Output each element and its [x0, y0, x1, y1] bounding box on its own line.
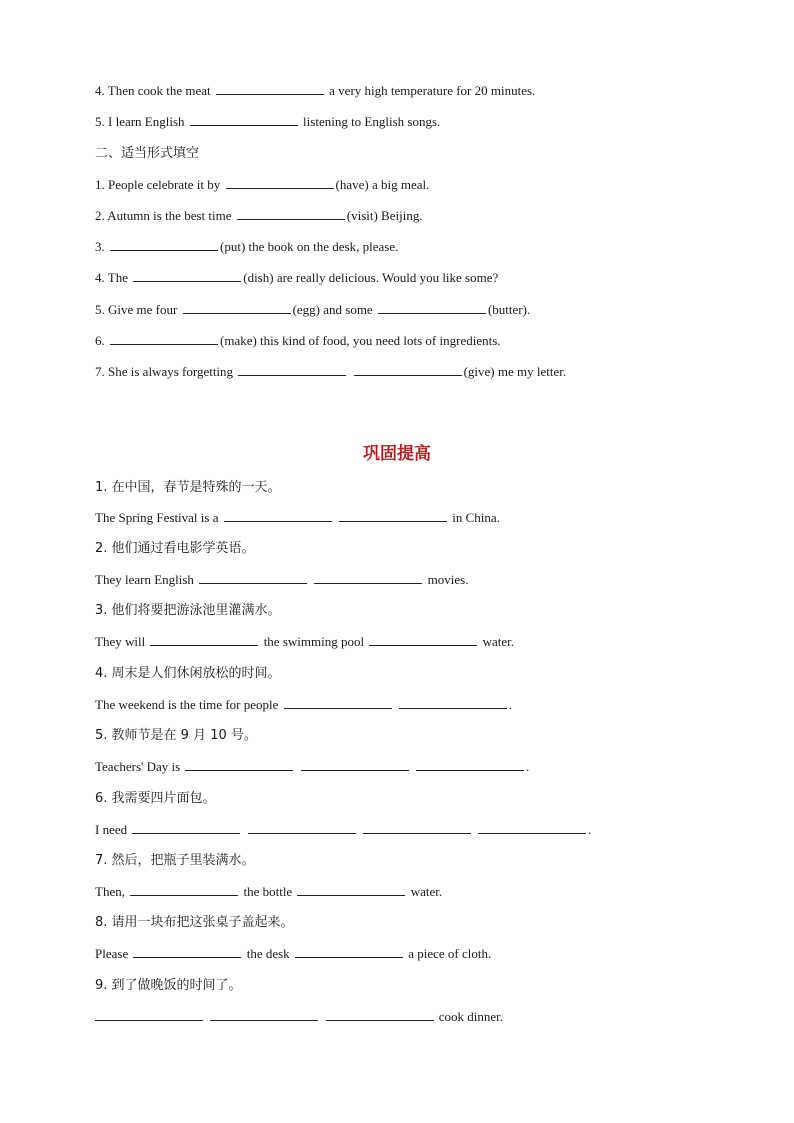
- q-text: Then,: [95, 884, 125, 899]
- answer-blank[interactable]: [354, 363, 462, 376]
- part2-q3: [95, 238, 398, 256]
- q-text: a piece of cloth.: [408, 946, 492, 961]
- q-text: the bottle: [243, 884, 293, 899]
- q-text: the desk: [246, 946, 290, 961]
- answer-blank[interactable]: [133, 945, 241, 958]
- answer-blank[interactable]: [199, 571, 307, 584]
- answer-blank[interactable]: [238, 363, 346, 376]
- q-text: water.: [482, 634, 514, 649]
- q-text: listening to English songs.: [303, 114, 441, 129]
- answer-blank[interactable]: [314, 571, 422, 584]
- part3-q8-cn: 8. 请用一块布把这张桌子盖起来。: [95, 915, 294, 930]
- q-text: (visit) Beijing.: [346, 208, 423, 223]
- answer-blank[interactable]: [399, 696, 507, 709]
- answer-blank[interactable]: [110, 238, 218, 251]
- q-text: 6.: [95, 333, 105, 348]
- answer-blank[interactable]: [378, 301, 486, 314]
- answer-blank[interactable]: [478, 821, 586, 834]
- q-text: .: [525, 759, 530, 774]
- answer-blank[interactable]: [416, 758, 524, 771]
- q-text: Teachers' Day is: [95, 759, 181, 774]
- q-text: They will: [95, 634, 146, 649]
- answer-blank[interactable]: [110, 332, 218, 345]
- q-text: (butter).: [487, 302, 531, 317]
- q-text: (dish) are really delicious. Would you like some?: [243, 270, 499, 285]
- answer-blank[interactable]: [216, 82, 324, 95]
- part3-q5: [95, 758, 529, 776]
- part2-q1: [95, 176, 429, 194]
- part2-q5: [95, 301, 530, 319]
- answer-blank[interactable]: [130, 883, 238, 896]
- q-text: 7. She is always forgetting: [95, 364, 234, 379]
- answer-blank[interactable]: [369, 633, 477, 646]
- part3-q6-cn: 6. 我需要四片面包。: [95, 791, 216, 806]
- part1-q5: [95, 113, 440, 131]
- part3-q5-cn: 5. 教师节是在 9 月 10 号。: [95, 728, 257, 743]
- answer-blank[interactable]: [284, 696, 392, 709]
- answer-blank[interactable]: [132, 821, 240, 834]
- q-text: the swimming pool: [263, 634, 365, 649]
- q-text: They learn English: [95, 572, 194, 587]
- part1-q4: [95, 82, 535, 100]
- answer-blank[interactable]: [133, 269, 241, 282]
- part3-q9: [95, 1008, 503, 1026]
- q-text: Please: [95, 946, 129, 961]
- q-text: (put) the book on the desk, please.: [220, 239, 399, 254]
- answer-blank[interactable]: [237, 207, 345, 220]
- part3-q6: [95, 821, 591, 839]
- q-text: a very high temperature for 20 minutes.: [329, 83, 536, 98]
- q-text: cook dinner.: [438, 1009, 504, 1024]
- answer-blank[interactable]: [185, 758, 293, 771]
- q-text: 4. The: [95, 270, 128, 285]
- part3-q1-cn: 1. 在中国，春节是特殊的一天。: [95, 480, 281, 495]
- q-text: in China.: [452, 510, 500, 525]
- section-title: 巩固提高: [363, 444, 431, 464]
- part3-q8: [95, 945, 491, 963]
- answer-blank[interactable]: [248, 821, 356, 834]
- answer-blank[interactable]: [224, 509, 332, 522]
- q-text: 2. Autumn is the best time: [95, 208, 232, 223]
- part3-q1: [95, 509, 500, 527]
- answer-blank[interactable]: [363, 821, 471, 834]
- part2-q2: [95, 207, 423, 225]
- answer-blank[interactable]: [295, 945, 403, 958]
- q-text: I need: [95, 822, 128, 837]
- answer-blank[interactable]: [297, 883, 405, 896]
- part3-q4-cn: 4. 周末是人们休闲放松的时间。: [95, 666, 281, 681]
- q-text: .: [588, 822, 592, 837]
- part3-q2: [95, 571, 468, 589]
- part2-heading: 二、适当形式填空: [95, 146, 200, 161]
- answer-blank[interactable]: [339, 509, 447, 522]
- part3-q3-cn: 3. 他们将要把游泳池里灌满水。: [95, 603, 281, 618]
- q-text: (make) this kind of food, you need lots of ingredients.: [220, 333, 501, 348]
- q-text: 3.: [95, 239, 105, 254]
- q-text: (have) a big meal.: [335, 177, 430, 192]
- q-text: (give) me my letter.: [463, 364, 567, 379]
- q-text: .: [508, 697, 513, 712]
- q-text: 1. People celebrate it by: [95, 177, 221, 192]
- q-text: The weekend is the time for people: [95, 697, 279, 712]
- part3-q3: [95, 633, 514, 651]
- part3-q2-cn: 2. 他们通过看电影学英语。: [95, 541, 255, 556]
- part3-q4: [95, 696, 512, 714]
- q-text: water.: [410, 884, 443, 899]
- answer-blank[interactable]: [301, 758, 409, 771]
- part2-q4: [95, 269, 498, 287]
- part3-q7-cn: 7. 然后，把瓶子里装满水。: [95, 853, 255, 868]
- q-text: 5. Give me four: [95, 302, 178, 317]
- part2-q7: [95, 363, 566, 381]
- q-text: movies.: [427, 572, 469, 587]
- answer-blank[interactable]: [326, 1008, 434, 1021]
- answer-blank[interactable]: [210, 1008, 318, 1021]
- part3-q7: [95, 883, 442, 901]
- answer-blank[interactable]: [150, 633, 258, 646]
- q-text: 5. I learn English: [95, 114, 185, 129]
- answer-blank[interactable]: [226, 176, 334, 189]
- q-text: The Spring Festival is a: [95, 510, 219, 525]
- part2-q6: [95, 332, 501, 350]
- answer-blank[interactable]: [190, 113, 298, 126]
- q-text: 4. Then cook the meat: [95, 83, 211, 98]
- answer-blank[interactable]: [95, 1008, 203, 1021]
- q-text: (egg) and some: [292, 302, 373, 317]
- part3-q9-cn: 9. 到了做晚饭的时间了。: [95, 978, 242, 993]
- answer-blank[interactable]: [183, 301, 291, 314]
